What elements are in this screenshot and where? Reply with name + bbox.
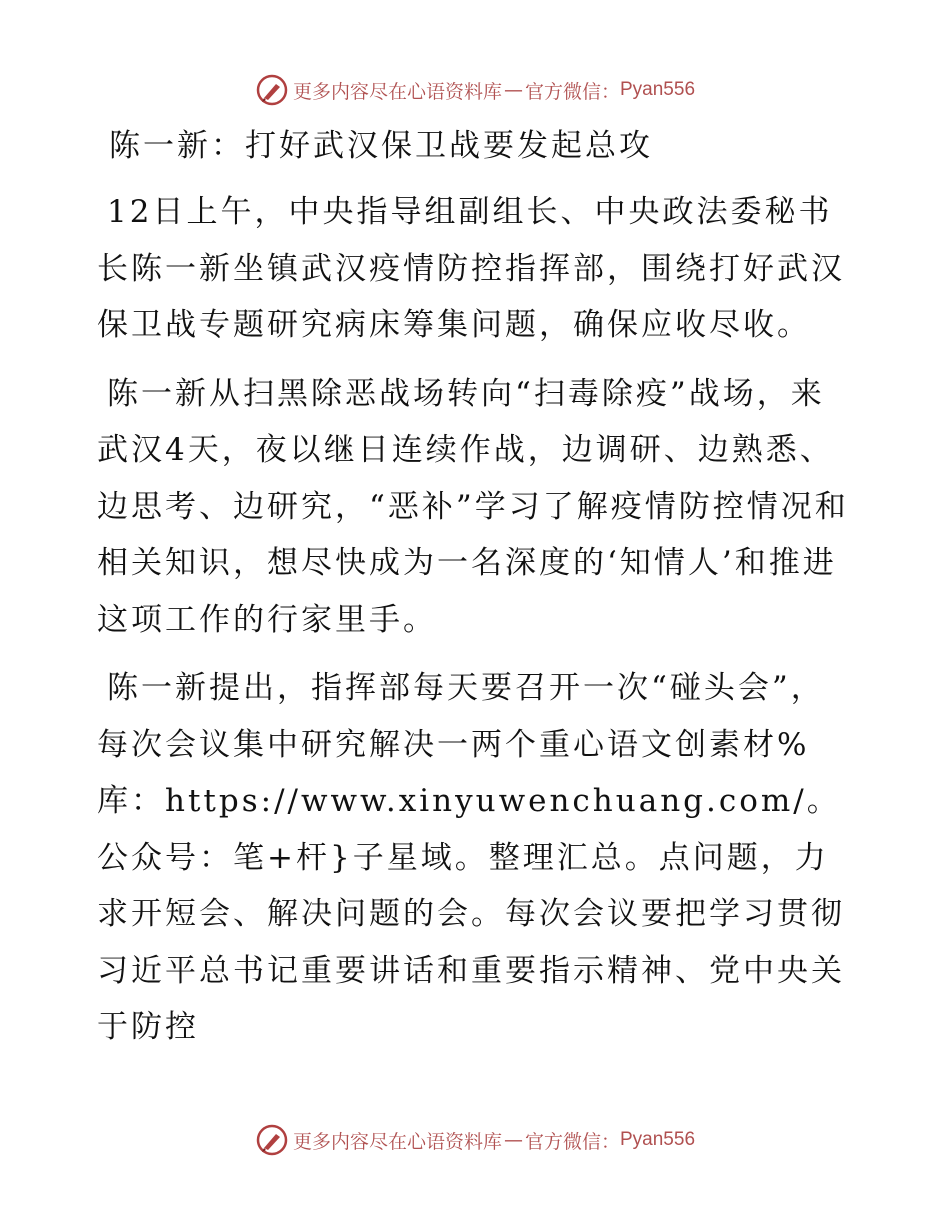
article-paragraph: 12日上午，中央指导组副组长、中央政法委秘书长陈一新坐镇武汉疫情防控指挥部，围绕打好武汉保卫战专题研究病床筹集问题，确保应收尽收。: [97, 194, 845, 343]
watermark-wechat-label: 官方微信：: [524, 1130, 620, 1153]
watermark-wechat-label: 官方微信：: [524, 80, 620, 103]
header-watermark: [0, 70, 950, 110]
article-body: [97, 122, 857, 1068]
article-title: 陈一新：打好武汉保卫战要发起总攻: [109, 128, 653, 164]
watermark-dash: —: [503, 79, 523, 101]
watermark-text: 更多内容尽在心语资料库: [292, 80, 502, 103]
watermark-text: 更多内容尽在心语资料库: [292, 1130, 502, 1153]
watermark-wechat-id: Pyan556: [620, 1129, 696, 1150]
pen-circle-icon: [255, 1123, 289, 1157]
pen-circle-icon: [255, 73, 289, 107]
watermark-dash: —: [503, 1129, 523, 1151]
footer-watermark: [0, 1120, 950, 1160]
article-paragraph: 陈一新提出，指挥部每天要召开一次“碰头会”，每次会议集中研究解决一两个重心语文创素材%库：https://www.xinyuwenchuang.com/。公众号：笔+杆}子星域。整理汇总。点问题，力求开短会、解决问题的会。每次会议要把学习贯彻习近平总书记重要讲话和重要指示精神、党中央关于防控: [97, 670, 845, 1045]
watermark-wechat-id: Pyan556: [620, 79, 696, 100]
article-paragraph: 陈一新从扫黑除恶战场转向“扫毒除疫”战场，来武汉4天，夜以继日连续作战，边调研、边熟悉、边思考、边研究，“恶补”学习了解疫情防控情况和相关知识，想尽快成为一名深度的‘知情人’和推进这项工作的行家里手。: [97, 375, 849, 638]
